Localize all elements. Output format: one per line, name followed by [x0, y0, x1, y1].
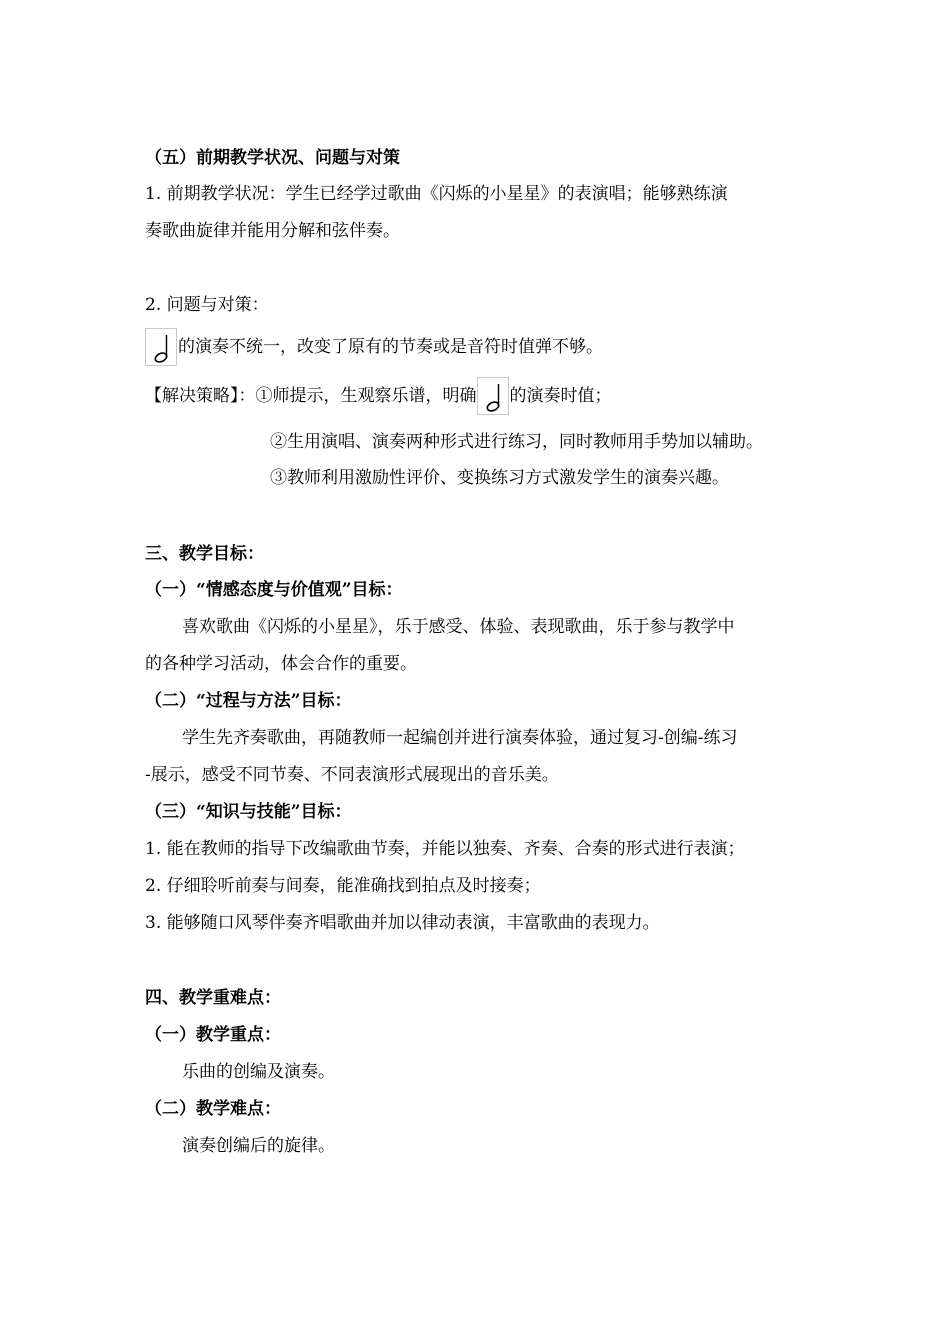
strategy1-text-post: 的演奏时值； — [509, 386, 612, 406]
keypoint-heading: （一）教学重点： — [145, 1025, 281, 1045]
objective3-item2: 2. 仔细聆听前奏与间奏，能准确找到拍点及时接奏； — [145, 876, 541, 896]
half-note-icon — [145, 328, 177, 366]
problem-line — [145, 328, 603, 366]
objective2-line2: -展示，感受不同节奏、不同表演形式展现出的音乐美。 — [145, 765, 559, 785]
objective1-line1: 喜欢歌曲《闪烁的小星星》，乐于感受、体验、表现歌曲，乐于参与教学中 — [182, 617, 735, 637]
preteaching-status-line2: 奏歌曲旋律并能用分解和弦伴奏。 — [145, 221, 400, 241]
objective1-line2: 的各种学习活动，体会合作的重要。 — [145, 654, 417, 674]
strategy1-text-pre: ：①师提示，生观察乐谱，明确 — [238, 386, 477, 406]
difficulty-heading: （二）教学难点： — [145, 1099, 281, 1119]
objective2-line1: 学生先齐奏歌曲，再随教师一起编创并进行演奏体验，通过复习-创编-练习 — [182, 728, 738, 748]
difficulty-text: 演奏创编后的旋律。 — [182, 1136, 335, 1156]
section-heading-objectives: 三、教学目标： — [145, 544, 264, 564]
objective3-item1: 1. 能在教师的指导下改编歌曲节奏，并能以独奏、齐奏、合奏的形式进行表演； — [145, 839, 745, 859]
objective2-heading: （二）“过程与方法”目标： — [145, 691, 352, 711]
objective1-heading: （一）“情感态度与价值观”目标： — [145, 580, 403, 600]
strategy-line3: ③教师利用激励性评价、变换练习方式激发学生的演奏兴趣。 — [270, 468, 729, 488]
preteaching-status-line1: 1. 前期教学状况：学生已经学过歌曲《闪烁的小星星》的表演唱；能够熟练演 — [145, 184, 728, 204]
section-heading-preteaching: （五）前期教学状况、问题与对策 — [145, 148, 400, 168]
problems-title: 2. 问题与对策： — [145, 295, 269, 315]
objective3-item3: 3. 能够随口风琴伴奏齐唱歌曲并加以律动表演，丰富歌曲的表现力。 — [145, 913, 660, 933]
half-note-icon — [477, 377, 509, 415]
strategy-label: 【解决策略】 — [145, 386, 239, 406]
problem-text: 的演奏不统一，改变了原有的节奏或是音符时值弹不够。 — [178, 337, 603, 357]
strategy-line2: ②生用演唱、演奏两种形式进行练习，同时教师用手势加以辅助。 — [270, 432, 763, 452]
strategy-line1 — [145, 377, 612, 415]
objective3-heading: （三）“知识与技能”目标： — [145, 802, 352, 822]
section-heading-keypoints: 四、教学重难点： — [145, 988, 281, 1008]
keypoint-text: 乐曲的创编及演奏。 — [182, 1062, 335, 1082]
